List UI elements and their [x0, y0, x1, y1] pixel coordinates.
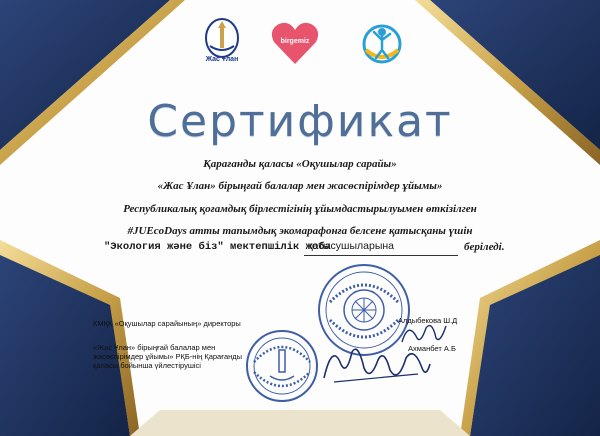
project-topic: "Экология және біз" мектепшілік жоба [104, 241, 331, 253]
body-line-3: Республикалық қоғамдық бірлестігінің ұйымдастырылуымен өткізілген [123, 203, 477, 215]
logo-left-caption: Жас Ұлан [205, 56, 239, 63]
given-word: беріледі. [464, 241, 505, 253]
body-line-2: «Жас Ұлан» бірыңғай балалар мен жасөспірімдер ұйымы» [157, 180, 443, 192]
signer-name-2: Ахманбет А.Б [408, 344, 456, 353]
recipient-role-field: қатысушыларына [304, 240, 458, 256]
bottom-band [130, 410, 470, 436]
coordinator-title: «Жас Ұлан» бірыңғай балалар мен жасөспірімдер ұйымы» РҚБ-нің Қарағанды қаласы бойынша үйлестірушісі [93, 343, 243, 370]
child-sun-icon [358, 20, 406, 66]
certificate-title: Сертификат [147, 96, 453, 147]
body-line-1: Қарағанды қаласы «Оқушылар сарайы» [203, 158, 397, 170]
logo-center-caption: birgemiz [280, 38, 310, 45]
award-row [104, 240, 524, 258]
signer-name-1: Алдыбекова Ш.Д [398, 316, 458, 325]
body-line-4: #JUEcoDays атты тапымдық экомарафонға белсене қатысқаны үшін [127, 225, 473, 237]
director-title: КМҚК «Оқушылар сарайының» директоры [93, 319, 241, 328]
